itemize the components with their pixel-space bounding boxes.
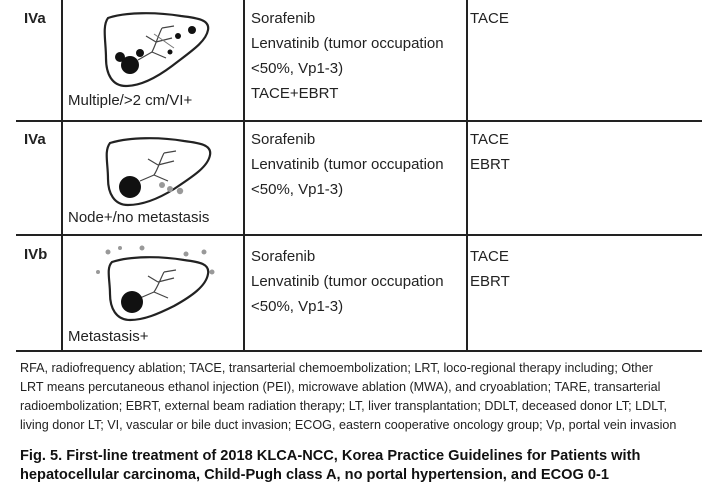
liver-metastasis-icon [86, 242, 236, 326]
treatment-line: EBRT [470, 273, 510, 290]
footnote-line: living donor LT; VI, vascular or bile duct invasion; ECOG, eastern cooperative oncology group; Vp, portal vein invasion [20, 418, 677, 432]
treatment-line: <50%, Vp1-3) [251, 60, 344, 77]
column-divider [243, 236, 245, 350]
table-row [16, 0, 702, 122]
abbreviations-footnote [20, 359, 700, 435]
treatment-line: Lenvatinib (tumor occupation [251, 156, 444, 173]
column-divider [243, 121, 245, 234]
treatment-line: Sorafenib [251, 10, 316, 27]
treatment-line: TACE [470, 10, 509, 27]
stage-label: IVa [24, 10, 46, 27]
column-divider [61, 121, 63, 234]
treatment-line: <50%, Vp1-3) [251, 298, 344, 315]
first-line-treatment [251, 6, 461, 106]
alternative-treatment [470, 6, 690, 31]
figure-title-line: hepatocellular carcinoma, Child-Pugh class A, no portal hypertension, and ECOG 0-1 [20, 467, 610, 483]
column-divider [61, 236, 63, 350]
stage-label: IVb [24, 246, 48, 263]
footnote-line: LRT means percutaneous ethanol injection (PEI), microwave ablation (MWA), and cryoablation; TARE, transarterial [20, 380, 661, 394]
treatment-line: Sorafenib [251, 248, 316, 265]
alternative-treatment [470, 127, 690, 177]
column-divider [61, 0, 63, 120]
table-row [16, 236, 702, 352]
treatment-line: TACE [470, 248, 509, 265]
treatment-line: TACE [470, 131, 509, 148]
treatment-line: EBRT [470, 156, 510, 173]
liver-node-positive-icon [86, 131, 236, 215]
treatment-line: TACE+EBRT [251, 85, 339, 102]
table-row [16, 121, 702, 236]
stage-label: IVa [24, 131, 46, 148]
column-divider [466, 121, 468, 234]
column-divider [466, 236, 468, 350]
column-divider [466, 0, 468, 120]
figure-caption: Metastasis+ [68, 328, 149, 345]
treatment-line: Lenvatinib (tumor occupation [251, 273, 444, 290]
footnote-line: radioembolization; EBRT, external beam radiation therapy; LT, liver transplantation; DDLT, deceased donor LT; LDLT, [20, 399, 668, 413]
liver-multiple-tumors-icon [86, 8, 236, 92]
figure-title-line: Fig. 5. First-line treatment of 2018 KLCA-NCC, Korea Practice Guidelines for Patients with [20, 448, 641, 464]
figure-caption: Multiple/>2 cm/VI+ [68, 92, 193, 109]
figure-title [20, 447, 710, 485]
treatment-line: Lenvatinib (tumor occupation [251, 35, 444, 52]
footnote-line: RFA, radiofrequency ablation; TACE, transarterial chemoembolization; LRT, loco-regional therapy including; Other [20, 361, 653, 375]
treatment-line: <50%, Vp1-3) [251, 181, 344, 198]
column-divider [243, 0, 245, 120]
first-line-treatment [251, 244, 461, 319]
figure-caption: Node+/no metastasis [68, 209, 210, 226]
alternative-treatment [470, 244, 690, 294]
first-line-treatment [251, 127, 461, 202]
treatment-line: Sorafenib [251, 131, 316, 148]
